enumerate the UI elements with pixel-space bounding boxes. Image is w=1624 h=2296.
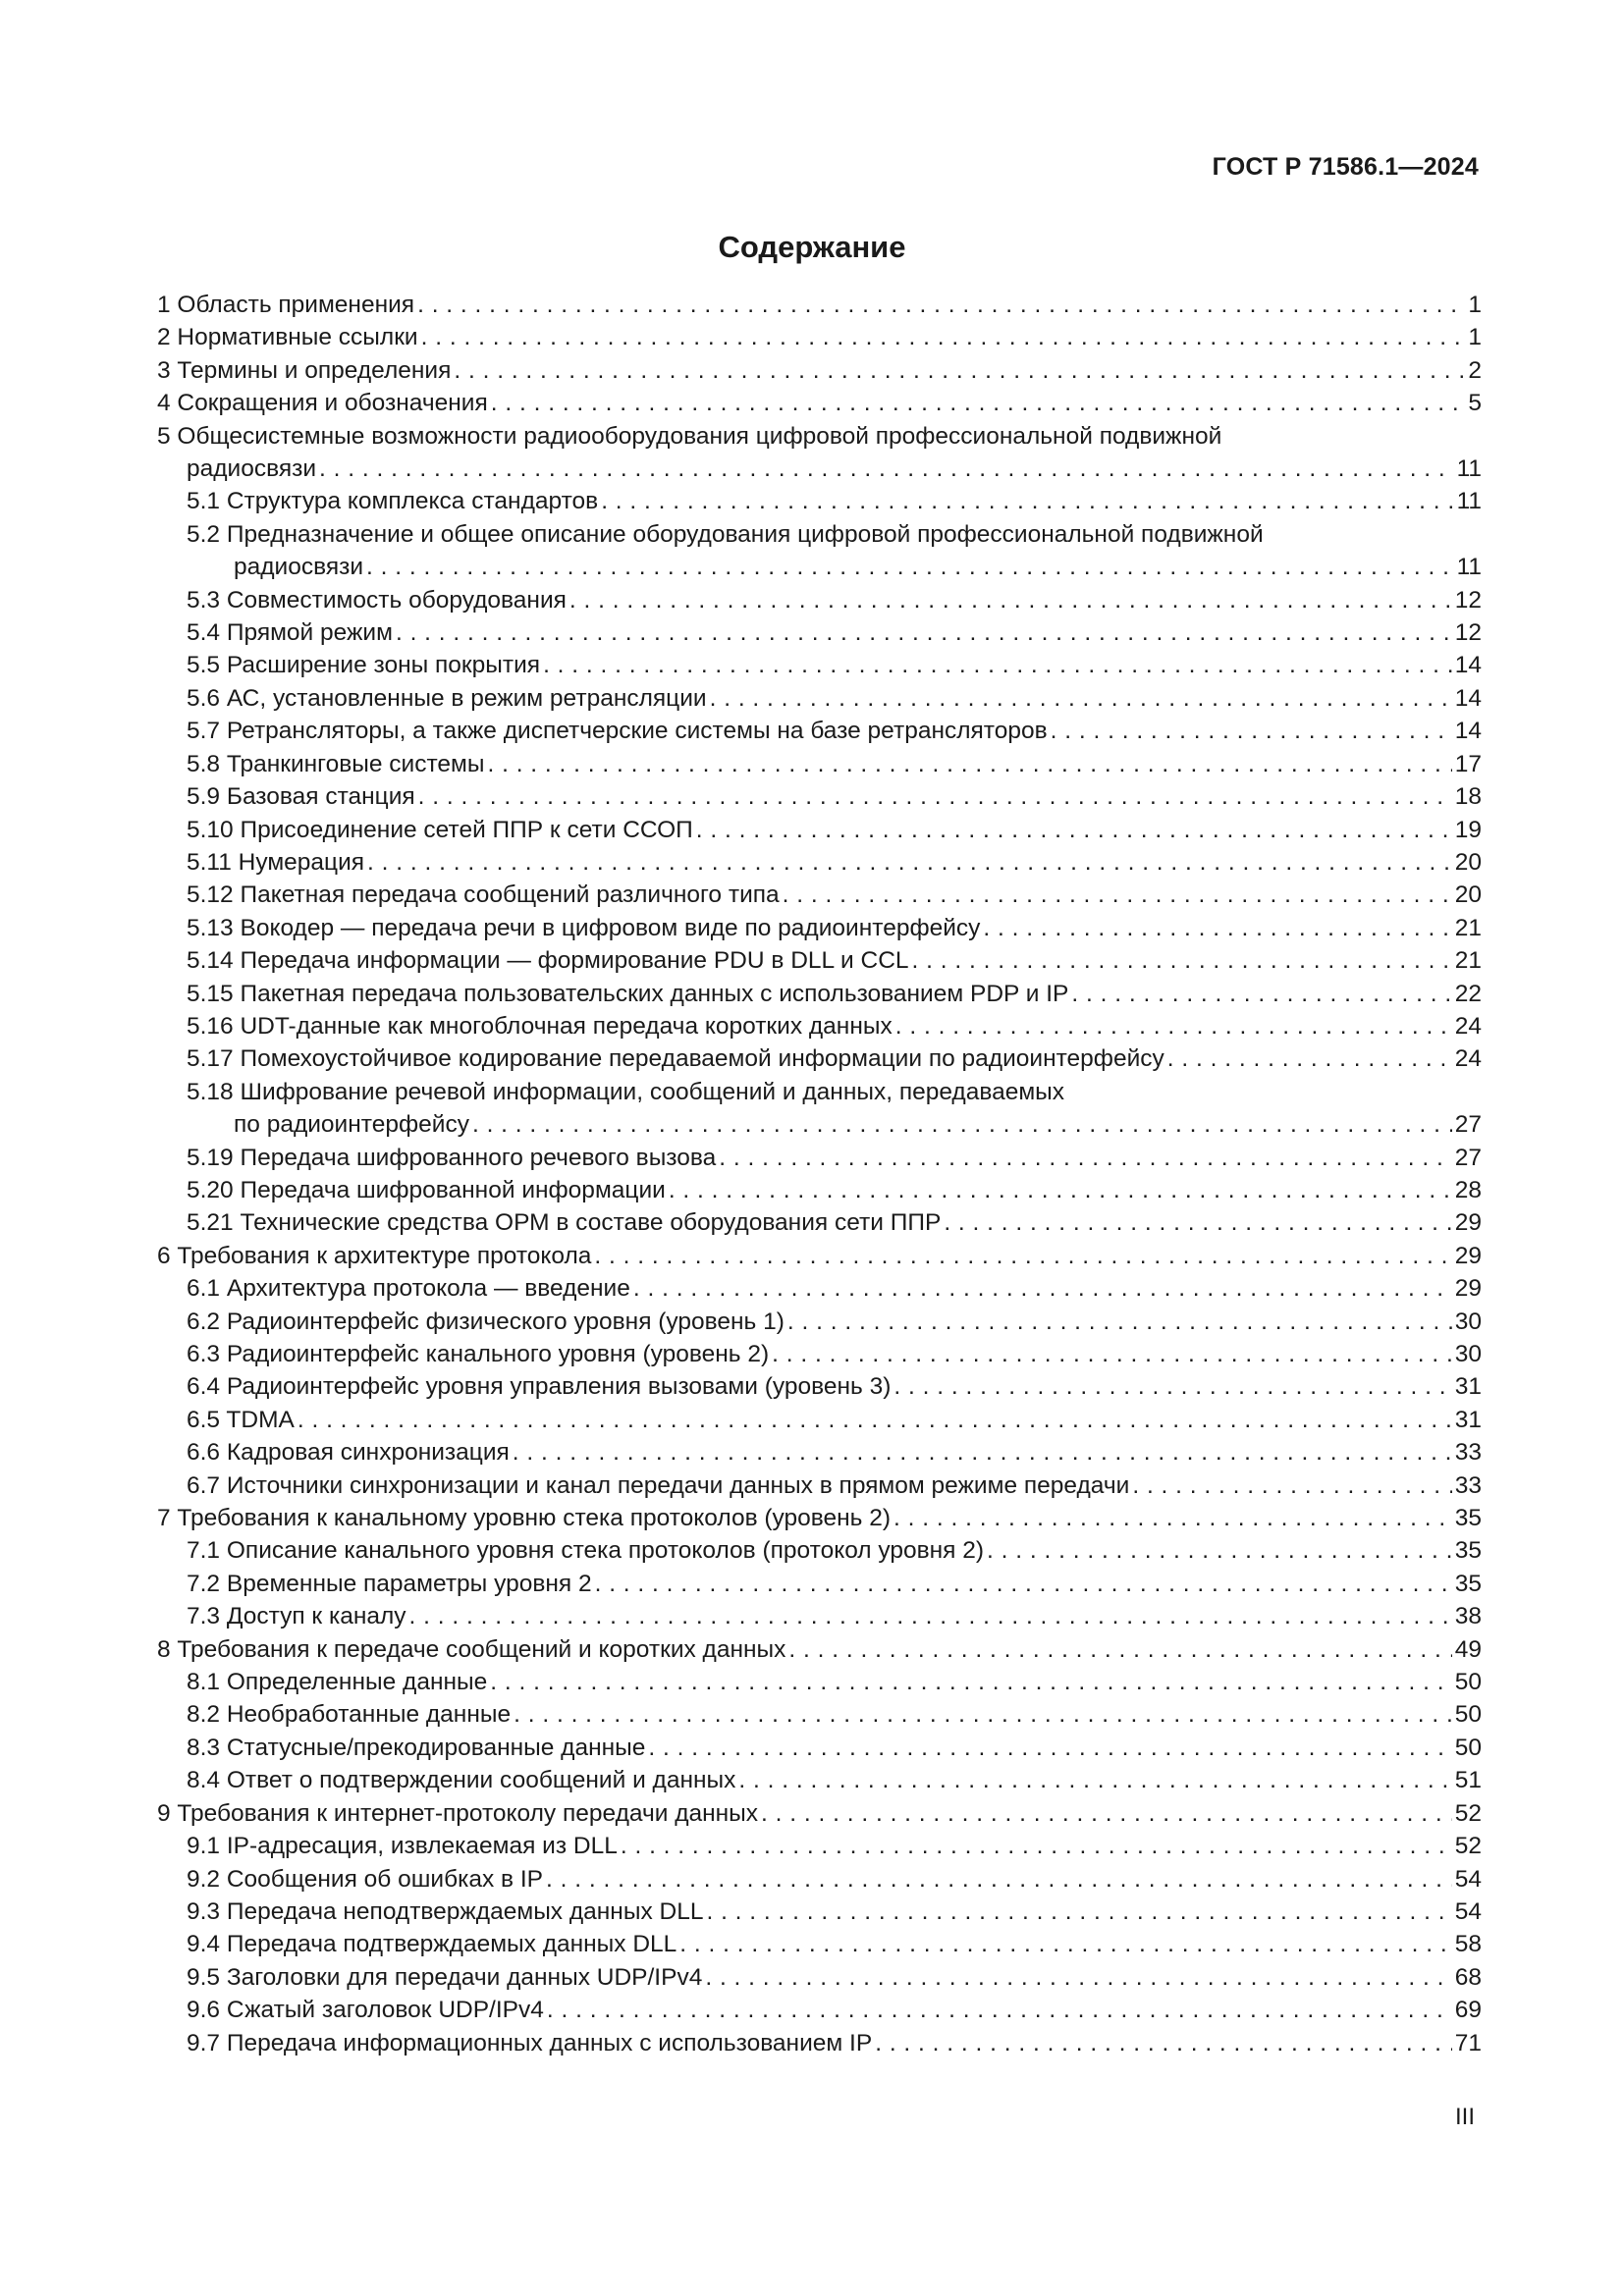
toc-entry-title: 5.2 Предназначение и общее описание оборудования цифровой профессиональной подвижной (187, 520, 1264, 548)
toc-entry-title-continuation: радиосвязи (234, 554, 364, 581)
toc-leader-dots (719, 1142, 1451, 1174)
toc-entry-title: 5.17 Помехоустойчивое кодирование передаваемой информации по радиоинтерфейсу (187, 1045, 1164, 1073)
toc-entry[interactable] (157, 780, 1482, 813)
toc-leader-dots (1167, 1042, 1452, 1075)
toc-entry[interactable] (157, 944, 1482, 977)
toc-leader-dots (944, 1206, 1451, 1239)
toc-leader-dots (490, 1666, 1451, 1698)
toc-entry-title: 5.1 Структура комплекса стандартов (187, 488, 599, 515)
toc-leader-dots (895, 1010, 1452, 1042)
toc-entry-page: 31 (1454, 1373, 1482, 1401)
toc-entry[interactable] (157, 1240, 1482, 1272)
toc-leader-dots (648, 1732, 1451, 1764)
toc-leader-dots (472, 1108, 1452, 1141)
toc-entry[interactable] (157, 1469, 1482, 1502)
toc-entry[interactable] (157, 1370, 1482, 1403)
toc-entry-title: 5.4 Прямой режим (187, 619, 393, 647)
toc-entry-title: 5.16 UDT-данные как многоблочная передача коротких данных (187, 1012, 893, 1040)
toc-entry[interactable] (157, 1732, 1482, 1764)
toc-entry-page: 69 (1454, 1997, 1482, 2024)
toc-leader-dots (569, 584, 1452, 616)
toc-entry-title: 5.21 Технические средства ОРМ в составе оборудования сети ППР (187, 1209, 942, 1237)
toc-leader-dots (705, 1961, 1451, 1994)
toc-entry-page: 52 (1454, 1833, 1482, 1860)
toc-entry-page: 54 (1454, 1865, 1482, 1893)
toc-entry[interactable] (157, 1206, 1482, 1239)
toc-entry-page: 28 (1454, 1176, 1482, 1203)
toc-leader-dots (987, 1534, 1452, 1567)
toc-entry[interactable] (157, 682, 1482, 715)
toc-entry-title: 6.2 Радиоинтерфейс физического уровня (уровень 1) (187, 1308, 785, 1335)
toc-entry-title: 9.1 IP-адресация, извлекаемая из DLL (187, 1833, 618, 1860)
toc-entry-page: 29 (1454, 1209, 1482, 1237)
toc-entry-title: 7 Требования к канальному уровню стека протоколов (уровень 2) (157, 1505, 892, 1532)
toc-entry-page: 33 (1454, 1439, 1482, 1467)
toc-entry[interactable] (157, 1600, 1482, 1632)
toc-entry-page: 35 (1454, 1537, 1482, 1565)
toc-entry-title: 8 Требования к передаче сообщений и коротких данных (157, 1635, 786, 1663)
toc-entry-title: 5.19 Передача шифрованного речевого вызова (187, 1144, 717, 1171)
toc-leader-dots (454, 354, 1465, 387)
toc-entry[interactable] (157, 1994, 1482, 2026)
toc-leader-dots (513, 1436, 1452, 1468)
toc-leader-dots (710, 682, 1452, 715)
toc-entry-title: 9.3 Передача неподтверждаемых данных DLL (187, 1897, 704, 1925)
toc-entry-title: 5.5 Расширение зоны покрытия (187, 652, 541, 679)
toc-entry[interactable] (157, 1961, 1482, 1994)
toc-entry[interactable] (157, 879, 1482, 911)
toc-entry[interactable] (157, 321, 1482, 353)
toc-entry-title: 9.2 Сообщения об ошибках в IP (187, 1865, 544, 1893)
toc-entry-page: 30 (1454, 1308, 1482, 1335)
toc-entry-page: 11 (1456, 488, 1482, 515)
toc-leader-dots (893, 1370, 1451, 1403)
toc-leader-dots (706, 1896, 1451, 1928)
toc-entry-title: 6.3 Радиоинтерфейс канального уровня (уровень 2) (187, 1341, 770, 1367)
toc-entry-title: 5.12 Пакетная передача сообщений различного типа (187, 881, 780, 909)
toc-entry-page: 24 (1454, 1045, 1482, 1073)
toc-entry-page: 12 (1454, 586, 1482, 614)
toc-entry-title: 5.15 Пакетная передача пользовательских данных с использованием PDP и IP (187, 980, 1069, 1007)
toc-leader-dots (893, 1502, 1452, 1534)
toc-entry[interactable] (157, 814, 1482, 846)
toc-entry-page: 54 (1454, 1897, 1482, 1925)
toc-leader-dots (1051, 715, 1452, 747)
toc-entry[interactable] (157, 616, 1482, 649)
toc-entry-title: 6.1 Архитектура протокола — введение (187, 1275, 630, 1303)
toc-leader-dots (367, 846, 1452, 879)
toc-entry-title: 8.4 Ответ о подтверждении сообщений и данных (187, 1767, 736, 1794)
toc-entry-title: 5.13 Вокодер — передача речи в цифровом виде по радиоинтерфейсу (187, 914, 981, 941)
toc-entry[interactable] (157, 1010, 1482, 1042)
toc-entry-page: 29 (1454, 1275, 1482, 1303)
toc-entry-page: 52 (1454, 1799, 1482, 1827)
toc-entry-title: 5.3 Совместимость оборудования (187, 586, 567, 614)
toc-leader-dots (546, 1863, 1452, 1896)
toc-entry[interactable] (157, 1896, 1482, 1928)
toc-entry-title: 5.18 Шифрование речевой информации, сообщений и данных, передаваемых (187, 1078, 1065, 1105)
toc-entry[interactable] (157, 1338, 1482, 1370)
toc-entry-page: 1 (1468, 324, 1482, 351)
toc-entry[interactable] (157, 387, 1482, 419)
toc-leader-dots (319, 453, 1454, 485)
toc-leader-dots (298, 1404, 1452, 1436)
toc-entry-page: 38 (1454, 1603, 1482, 1630)
toc-entry-page: 50 (1454, 1669, 1482, 1696)
toc-entry-title: 6.6 Кадровая синхронизация (187, 1439, 510, 1467)
toc-entry[interactable] (157, 1633, 1482, 1666)
toc-leader-dots (669, 1174, 1452, 1206)
toc-entry-page: 24 (1454, 1012, 1482, 1040)
toc-entry-title: 5.10 Присоединение сетей ППР к сети ССОП (187, 816, 693, 843)
toc-entry[interactable] (157, 1436, 1482, 1468)
toc-entry-title-continuation: по радиоинтерфейсу (234, 1111, 469, 1139)
toc-entry-title: 5.7 Ретрансляторы, а также диспетчерские системы на базе ретрансляторов (187, 718, 1048, 745)
toc-entry[interactable] (157, 289, 1482, 321)
toc-entry-page: 20 (1454, 881, 1482, 909)
toc-entry-title: 3 Термины и определения (157, 356, 452, 384)
toc-entry-page: 21 (1454, 947, 1482, 975)
toc-entry[interactable] (157, 1142, 1482, 1174)
toc-entry-page: 20 (1454, 848, 1482, 876)
toc-entry-title: 5.14 Передача информации — формирование PDU в DLL и CCL (187, 947, 909, 975)
toc-entry-page: 27 (1454, 1111, 1482, 1139)
toc-leader-dots (761, 1797, 1452, 1830)
toc-entry-page: 68 (1454, 1963, 1482, 1991)
toc-entry-page: 49 (1454, 1635, 1482, 1663)
toc-entry-page: 17 (1454, 750, 1482, 777)
toc-leader-dots (547, 1994, 1452, 2026)
toc-leader-dots (633, 1272, 1452, 1305)
toc-entry-title: 2 Нормативные ссылки (157, 324, 418, 351)
toc-entry[interactable] (157, 1863, 1482, 1896)
toc-leader-dots (409, 1600, 1452, 1632)
toc-leader-dots (418, 780, 1452, 813)
toc-entry-page: 2 (1468, 356, 1482, 384)
toc-entry-page: 50 (1454, 1734, 1482, 1761)
toc-entry[interactable] (157, 1534, 1482, 1567)
toc-entry[interactable] (157, 1698, 1482, 1731)
toc-entry[interactable] (157, 1272, 1482, 1305)
toc-entry-title: 5 Общесистемные возможности радиооборудования цифровой профессиональной подвижной (157, 422, 1222, 450)
toc-leader-dots (787, 1306, 1452, 1338)
document-code: ГОСТ Р 71586.1—2024 (1212, 153, 1479, 181)
toc-entry-title: 6 Требования к архитектуре протокола (157, 1242, 592, 1269)
toc-entry-title: 7.1 Описание канального уровня стека протоколов (протокол уровня 2) (187, 1537, 985, 1565)
table-of-contents (157, 289, 1482, 2059)
toc-entry-title: 5.11 Нумерация (187, 848, 365, 876)
toc-entry-title: 9.6 Сжатый заголовок UDP/IPv4 (187, 1997, 544, 2024)
toc-entry[interactable] (157, 1076, 1482, 1142)
toc-entry[interactable] (157, 584, 1482, 616)
toc-entry-page: 14 (1454, 652, 1482, 679)
toc-entry[interactable] (157, 1928, 1482, 1960)
toc-entry[interactable] (157, 715, 1482, 747)
toc-title: Содержание (718, 230, 906, 264)
toc-entry-page: 30 (1454, 1341, 1482, 1367)
toc-leader-dots (421, 321, 1466, 353)
toc-leader-dots (1071, 978, 1451, 1010)
toc-entry-page: 5 (1468, 390, 1482, 417)
toc-entry-page: 11 (1456, 554, 1482, 581)
toc-leader-dots (679, 1928, 1451, 1960)
toc-leader-dots (487, 748, 1451, 780)
toc-entry-page: 51 (1454, 1767, 1482, 1794)
toc-entry-page: 22 (1454, 980, 1482, 1007)
toc-entry[interactable] (157, 912, 1482, 944)
toc-leader-dots (396, 616, 1452, 649)
toc-entry[interactable] (157, 1830, 1482, 1862)
toc-entry-title: 1 Область применения (157, 292, 415, 318)
toc-leader-dots (783, 879, 1452, 911)
toc-entry-page: 19 (1454, 816, 1482, 843)
toc-entry[interactable] (157, 485, 1482, 517)
toc-leader-dots (543, 649, 1452, 681)
toc-entry-page: 14 (1454, 718, 1482, 745)
toc-entry[interactable] (157, 518, 1482, 584)
toc-leader-dots (595, 1568, 1452, 1600)
toc-entry[interactable] (157, 1042, 1482, 1075)
toc-leader-dots (594, 1240, 1451, 1272)
toc-leader-dots (601, 485, 1453, 517)
toc-entry-title: 8.3 Статусные/прекодированные данные (187, 1734, 646, 1761)
toc-leader-dots (514, 1698, 1452, 1731)
toc-entry[interactable] (157, 1306, 1482, 1338)
toc-entry[interactable] (157, 978, 1482, 1010)
toc-entry-page: 35 (1454, 1570, 1482, 1597)
page-number: III (1454, 2104, 1475, 2130)
toc-entry-title: 9.5 Заголовки для передачи данных UDP/IPv4 (187, 1963, 703, 1991)
toc-entry-title: 6.4 Радиоинтерфейс уровня управления вызовами (уровень 3) (187, 1373, 892, 1401)
toc-leader-dots (621, 1830, 1452, 1862)
toc-leader-dots (491, 387, 1466, 419)
toc-entry-page: 33 (1454, 1471, 1482, 1499)
toc-entry[interactable] (157, 846, 1482, 879)
toc-leader-dots (1132, 1469, 1451, 1502)
toc-entry-title: 9.7 Передача информационных данных с использованием IP (187, 2029, 873, 2056)
toc-entry-title: 7.2 Временные параметры уровня 2 (187, 1570, 592, 1597)
toc-entry-title: 7.3 Доступ к каналу (187, 1603, 406, 1630)
toc-entry[interactable] (157, 420, 1482, 486)
toc-entry-page: 12 (1454, 619, 1482, 647)
toc-entry[interactable] (157, 1797, 1482, 1830)
toc-leader-dots (983, 912, 1451, 944)
toc-leader-dots (366, 551, 1454, 583)
toc-entry-title: 4 Сокращения и обозначения (157, 390, 488, 417)
toc-entry-title: 8.1 Определенные данные (187, 1669, 488, 1696)
toc-entry-page: 18 (1454, 783, 1482, 811)
toc-entry[interactable] (157, 1174, 1482, 1206)
toc-entry-page: 50 (1454, 1701, 1482, 1729)
toc-entry[interactable] (157, 2027, 1482, 2059)
toc-entry[interactable] (157, 354, 1482, 387)
toc-entry[interactable] (157, 1568, 1482, 1600)
toc-entry[interactable] (157, 1404, 1482, 1436)
toc-entry-title: 5.20 Передача шифрованной информации (187, 1176, 666, 1203)
toc-entry[interactable] (157, 1764, 1482, 1796)
toc-entry-title: 5.6 АС, установленные в режим ретрансляции (187, 684, 707, 712)
toc-entry-title: 8.2 Необработанные данные (187, 1701, 512, 1729)
toc-entry[interactable] (157, 1666, 1482, 1698)
toc-entry-title: 9 Требования к интернет-протоколу передачи данных (157, 1799, 759, 1827)
toc-entry-page: 31 (1454, 1406, 1482, 1433)
toc-entry-page: 11 (1456, 455, 1482, 483)
toc-entry-page: 21 (1454, 914, 1482, 941)
toc-leader-dots (875, 2027, 1452, 2059)
toc-entry-page: 27 (1454, 1144, 1482, 1171)
toc-entry-page: 71 (1454, 2029, 1482, 2056)
toc-entry-title: 6.7 Источники синхронизации и канал передачи данных в прямом режиме передачи (187, 1471, 1130, 1499)
toc-entry-page: 35 (1454, 1505, 1482, 1532)
toc-leader-dots (738, 1764, 1451, 1796)
toc-entry-title: 6.5 TDMA (187, 1406, 295, 1433)
toc-entry-title-continuation: радиосвязи (187, 455, 317, 483)
toc-leader-dots (417, 289, 1465, 321)
toc-entry[interactable] (157, 748, 1482, 780)
toc-entry-page: 58 (1454, 1931, 1482, 1958)
toc-entry-page: 1 (1468, 292, 1482, 318)
toc-leader-dots (772, 1338, 1452, 1370)
toc-entry-page: 29 (1454, 1242, 1482, 1269)
toc-entry-title: 9.4 Передача подтверждаемых данных DLL (187, 1931, 677, 1958)
toc-leader-dots (696, 814, 1452, 846)
toc-leader-dots (788, 1633, 1451, 1666)
toc-entry-title: 5.8 Транкинговые системы (187, 750, 485, 777)
toc-entry-page: 14 (1454, 684, 1482, 712)
toc-leader-dots (912, 944, 1452, 977)
toc-entry[interactable] (157, 649, 1482, 681)
toc-entry[interactable] (157, 1502, 1482, 1534)
toc-entry-title: 5.9 Базовая станция (187, 783, 415, 811)
